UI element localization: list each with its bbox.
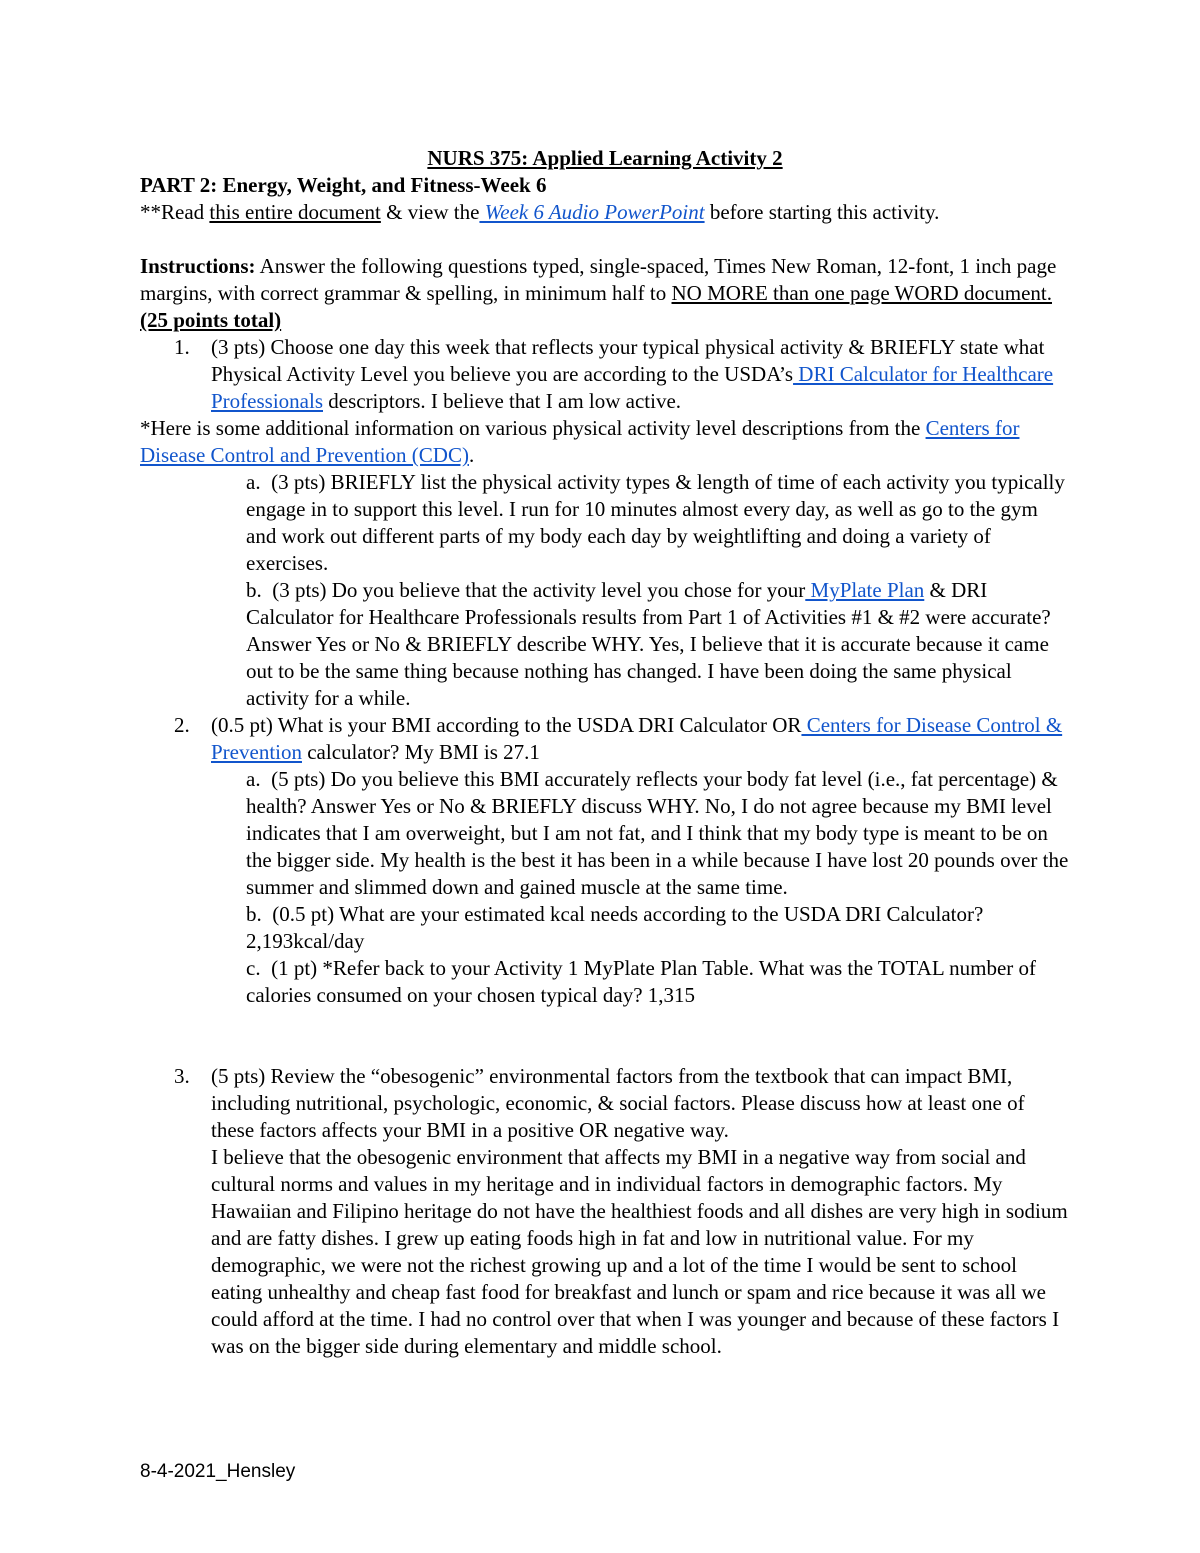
question-1: 1. (3 pts) Choose one day this week that reflects your typical physical activity & BRIEFLY state what Physical Activity Level you believe you are according to the USDA’s DRI Calculator for Healthcare Professionals descriptors. I believe that I am low active. xyxy=(174,335,1054,413)
spacer xyxy=(140,1036,1070,1063)
spacer xyxy=(140,1009,1070,1036)
list-number: 1. xyxy=(174,335,190,359)
document-title: NURS 375: Applied Learning Activity 2 xyxy=(427,146,783,170)
cdc-note: *Here is some additional information on various physical activity level descriptions from the Centers for Disease Control and Prevention (CDC). xyxy=(140,416,1020,467)
question-2b: b. (0.5 pt) What are your estimated kcal needs according to the USDA DRI Calculator? 2,193kcal/day xyxy=(246,902,984,953)
week6-powerpoint-link[interactable]: Week 6 Audio PowerPoint xyxy=(479,200,705,224)
list-letter: a. xyxy=(246,470,261,494)
cdc-calculator-link[interactable]: Centers for Disease Control & Prevention xyxy=(211,713,1063,764)
question-2: 2. (0.5 pt) What is your BMI according to the USDA DRI Calculator OR Centers for Disease Control & Prevention calculator? My BMI is 27.1 xyxy=(174,713,1063,764)
question-2c: c. (1 pt) *Refer back to your Activity 1 MyPlate Plan Table. What was the TOTAL number of calories consumed on your chosen typical day? 1,315 xyxy=(246,956,1037,1007)
spacer xyxy=(140,226,1070,253)
entire-document-text: this entire document xyxy=(209,200,381,224)
cdc-link[interactable]: Centers for Disease Control and Prevention (CDC) xyxy=(140,416,1020,467)
page-footer: 8-4-2021_Hensley xyxy=(140,1461,296,1482)
question-3: 3. (5 pts) Review the “obesogenic” environmental factors from the textbook that can impact BMI, including nutritional, psychologic, economic, & social factors. Please discuss how at least one of these factors affects your BMI in a positive OR negative way. xyxy=(174,1064,1025,1142)
list-letter: c. xyxy=(246,956,261,980)
document-body xyxy=(140,145,1070,1360)
question-1b: b. (3 pts) Do you believe that the activity level you chose for your MyPlate Plan & DRI Calculator for Healthcare Professionals results from Part 1 of Activities #1 & #2 were accurate? Answer Yes or No & BRIEFLY describe WHY. Yes, I believe that it is accurate because it came out to be the same thing because nothing has changed. I have been doing the same physical activity for a while. xyxy=(246,578,1051,710)
part-heading: PART 2: Energy, Weight, and Fitness-Week 6 xyxy=(140,173,547,197)
list-number: 2. xyxy=(174,713,190,737)
list-letter: b. xyxy=(246,902,262,926)
question-2a: a. (5 pts) Do you believe this BMI accurately reflects your body fat level (i.e., fat percentage) & health? Answer Yes or No & BRIEFLY discuss WHY. No, I do not agree because my BMI level indicates that I am overweight, but I am not fat, and I think that my body type is meant to be on the bigger side. My health is the best it has been in a while because I have lost 20 pounds over the summer and slimmed down and gained muscle at the same time. xyxy=(246,767,1069,899)
total-points: (25 points total) xyxy=(140,308,282,332)
page-limit-text: NO MORE than one page WORD document. xyxy=(671,281,1052,305)
list-letter: b. xyxy=(246,578,262,602)
question-1a: a. (3 pts) BRIEFLY list the physical activity types & length of time of each activity you typically engage in to support this level. I run for 10 minutes almost every day, as well as go to the gym and work out different parts of my body each day by weightlifting and doing a variety of exercises. xyxy=(246,470,1065,575)
read-line: **Read this entire document & view the Week 6 Audio PowerPoint before starting this activity. xyxy=(140,200,940,224)
instructions-label: Instructions: xyxy=(140,254,256,278)
myplate-plan-link[interactable]: MyPlate Plan xyxy=(805,578,925,602)
list-letter: a. xyxy=(246,767,261,791)
instructions-paragraph: Instructions: Answer the following questions typed, single-spaced, Times New Roman, 12-font, 1 inch page margins, with correct grammar & spelling, in minimum half to NO MORE than one page WORD document. (25 points total) xyxy=(140,254,1057,332)
question-3-answer: I believe that the obesogenic environment that affects my BMI in a negative way from social and cultural norms and values in my heritage and in individual factors in demographic factors. My Hawaiian and Filipino heritage do not have the healthiest foods and all dishes are very high in sodium and are fatty dishes. I grew up eating foods high in fat and low in nutritional value. For my demographic, we were not the richest growing up and a lot of the time I would be sent to school eating unhealthy and cheap fast food for breakfast and lunch or spam and rice because it was all we could afford at the time. I had no control over that when I was younger and because of these factors I was on the bigger side during elementary and middle school. xyxy=(211,1145,1068,1358)
dri-calculator-link[interactable]: DRI Calculator for Healthcare Professionals xyxy=(211,362,1054,413)
list-number: 3. xyxy=(174,1064,190,1088)
